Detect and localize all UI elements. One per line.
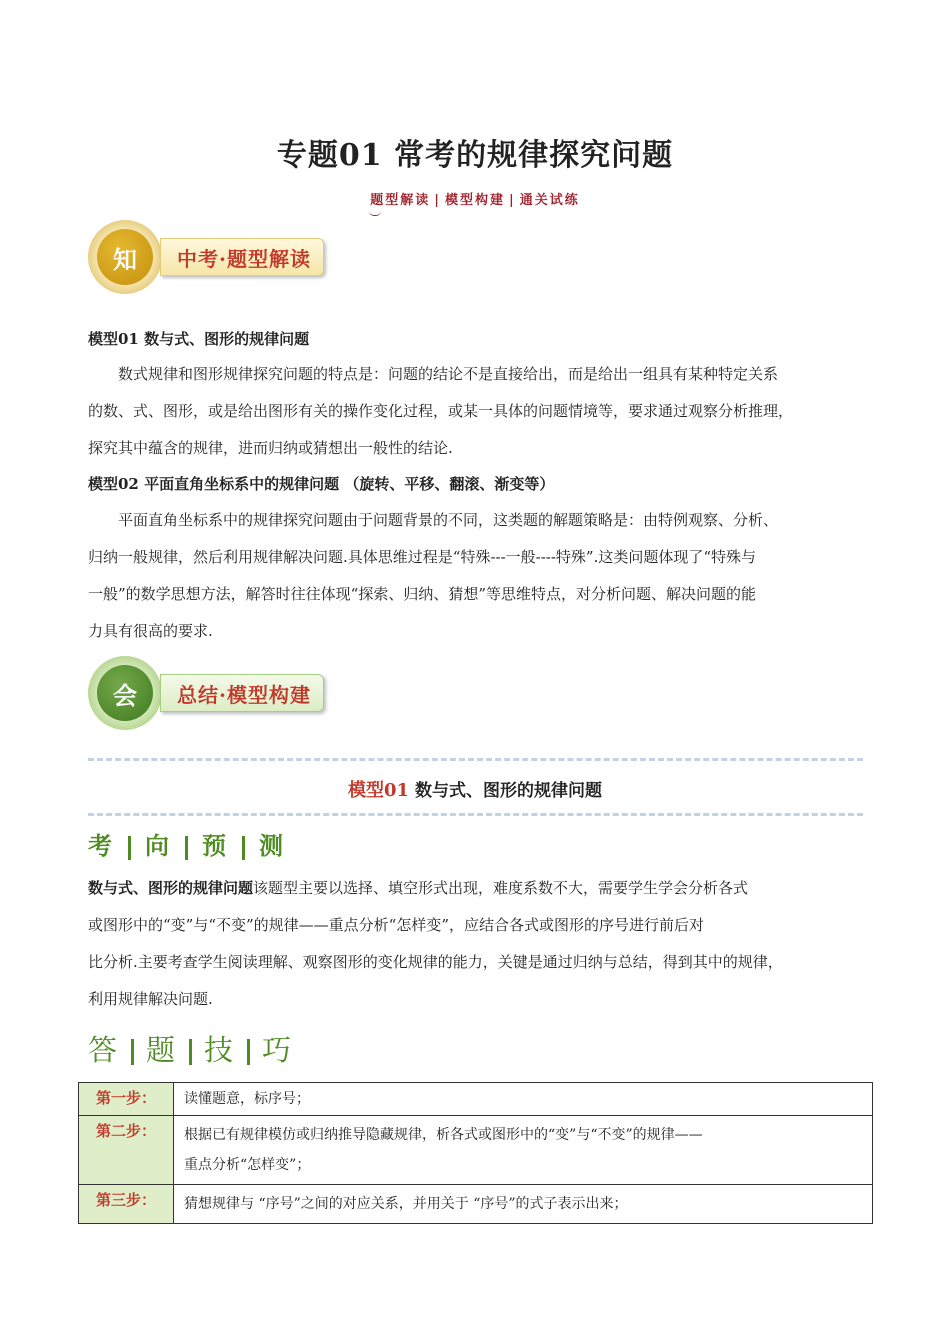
model-center-text: 数与式、图形的规律问题 bbox=[414, 781, 602, 801]
model2-line-3: 一般”的数学思想方法，解答时往往体现“探索、归纳、猜想”等思维特点，对分析问题、解决问题的能 bbox=[88, 585, 757, 603]
step-line: 重点分析“怎样变”； bbox=[184, 1157, 311, 1173]
heading-char: 考 bbox=[88, 831, 114, 860]
heading-char: 巧 bbox=[262, 1033, 294, 1067]
steps-table bbox=[78, 1082, 873, 1224]
model1-paragraph bbox=[88, 356, 870, 467]
heading-char: 测 bbox=[259, 831, 285, 860]
subtitle-sep: | bbox=[434, 193, 441, 208]
section-heading-kxyc bbox=[88, 826, 285, 861]
step-key: 第二步： bbox=[79, 1116, 174, 1185]
section-badge-zhi bbox=[88, 220, 388, 298]
subtitle-part-2: 模型构建 bbox=[444, 193, 505, 208]
badge-char-hui: 会 bbox=[97, 665, 153, 721]
section-heading-dtjq bbox=[88, 1028, 293, 1069]
step-line: 根据已有规律模仿或归纳推导隐藏规律，析各式或图形中的“变”与“不变”的规律—— bbox=[184, 1127, 703, 1143]
heading-char: 答 bbox=[88, 1033, 120, 1067]
section-badge-hui bbox=[88, 656, 388, 734]
kxyc-line-3: 比分析.主要考查学生阅读理解、观察图形的变化规律的能力，关键是通过归纳与总结，得到其中的规律， bbox=[88, 953, 783, 971]
model1-line-1: 数式规律和图形规律探究问题的特点是：问题的结论不是直接给出，而是给出一组具有某种特定关系 bbox=[118, 365, 779, 383]
model2-heading: 模型02 平面直角坐标系中的规律问题 （旋转、平移、翻滚、渐变等） bbox=[88, 475, 555, 493]
badge-char-zhi: 知 bbox=[97, 229, 153, 285]
heading-char: 技 bbox=[204, 1033, 236, 1067]
dashed-divider-bottom bbox=[88, 813, 863, 816]
dashed-divider-top bbox=[88, 758, 863, 761]
step-text bbox=[174, 1083, 873, 1116]
subtitle-part-3: 通关试练 bbox=[519, 193, 580, 208]
kxyc-line-1: 该题型主要以选择、填空形式出现，难度系数不大，需要学生学会分析各式 bbox=[253, 879, 749, 897]
kxyc-line-4: 利用规律解决问题. bbox=[88, 990, 213, 1008]
kxyc-lead: 数与式、图形的规律问题 bbox=[88, 879, 254, 897]
table-row bbox=[79, 1116, 873, 1185]
heading-divider bbox=[247, 1039, 250, 1065]
model2-line-2: 归纳一般规律，然后利用规律解决问题.具体思维过程是“特殊---一般----特殊”.这类问题体现了“特殊与 bbox=[88, 548, 757, 566]
subtitle-swoosh bbox=[369, 211, 381, 216]
heading-divider bbox=[242, 836, 245, 860]
model1-line-3: 探究其中蕴含的规律，进而归纳或猜想出一般性的结论. bbox=[88, 439, 453, 457]
model-center-prefix: 模型01 bbox=[348, 780, 410, 801]
page-subtitle bbox=[0, 189, 950, 208]
model-center-title bbox=[0, 776, 950, 802]
model2-paragraph bbox=[88, 502, 870, 650]
heading-char: 预 bbox=[202, 831, 228, 860]
table-row bbox=[79, 1083, 873, 1116]
step-text bbox=[174, 1116, 873, 1185]
step-line: 读懂题意，标序号； bbox=[184, 1091, 310, 1107]
heading-char: 题 bbox=[146, 1033, 178, 1067]
table-row bbox=[79, 1185, 873, 1224]
step-key: 第三步： bbox=[79, 1185, 174, 1224]
step-line: 猜想规律与 “序号”之间的对应关系，并用关于 “序号”的式子表示出来； bbox=[184, 1196, 628, 1212]
page-title: 专题01 常考的规律探究问题 bbox=[276, 138, 674, 173]
model1-heading: 模型01 数与式、图形的规律问题 bbox=[88, 330, 310, 348]
step-text bbox=[174, 1185, 873, 1224]
heading-divider bbox=[128, 836, 131, 860]
model2-line-1: 平面直角坐标系中的规律探究问题由于问题背景的不同，这类题的解题策略是：由特例观察、分析、 bbox=[118, 511, 779, 529]
step-key: 第一步： bbox=[79, 1083, 174, 1116]
heading-char: 向 bbox=[145, 831, 171, 860]
kxyc-paragraph bbox=[88, 870, 870, 1018]
heading-divider bbox=[185, 836, 188, 860]
heading-divider bbox=[189, 1039, 192, 1065]
subtitle-sep: | bbox=[509, 193, 516, 208]
badge-label-hui: 总结·模型构建 bbox=[160, 674, 324, 712]
kxyc-line-2: 或图形中的“变”与“不变”的规律——重点分析“怎样变”，应结合各式或图形的序号进行前后对 bbox=[88, 916, 705, 934]
badge-label-zhi: 中考·题型解读 bbox=[160, 238, 324, 276]
heading-divider bbox=[131, 1039, 134, 1065]
subtitle-part-1: 题型解读 bbox=[370, 193, 431, 208]
model1-line-2: 的数、式、图形，或是给出图形有关的操作变化过程，或某一具体的问题情境等，要求通过观察分析推理， bbox=[88, 402, 794, 420]
model2-line-4: 力具有很高的要求. bbox=[88, 622, 213, 640]
